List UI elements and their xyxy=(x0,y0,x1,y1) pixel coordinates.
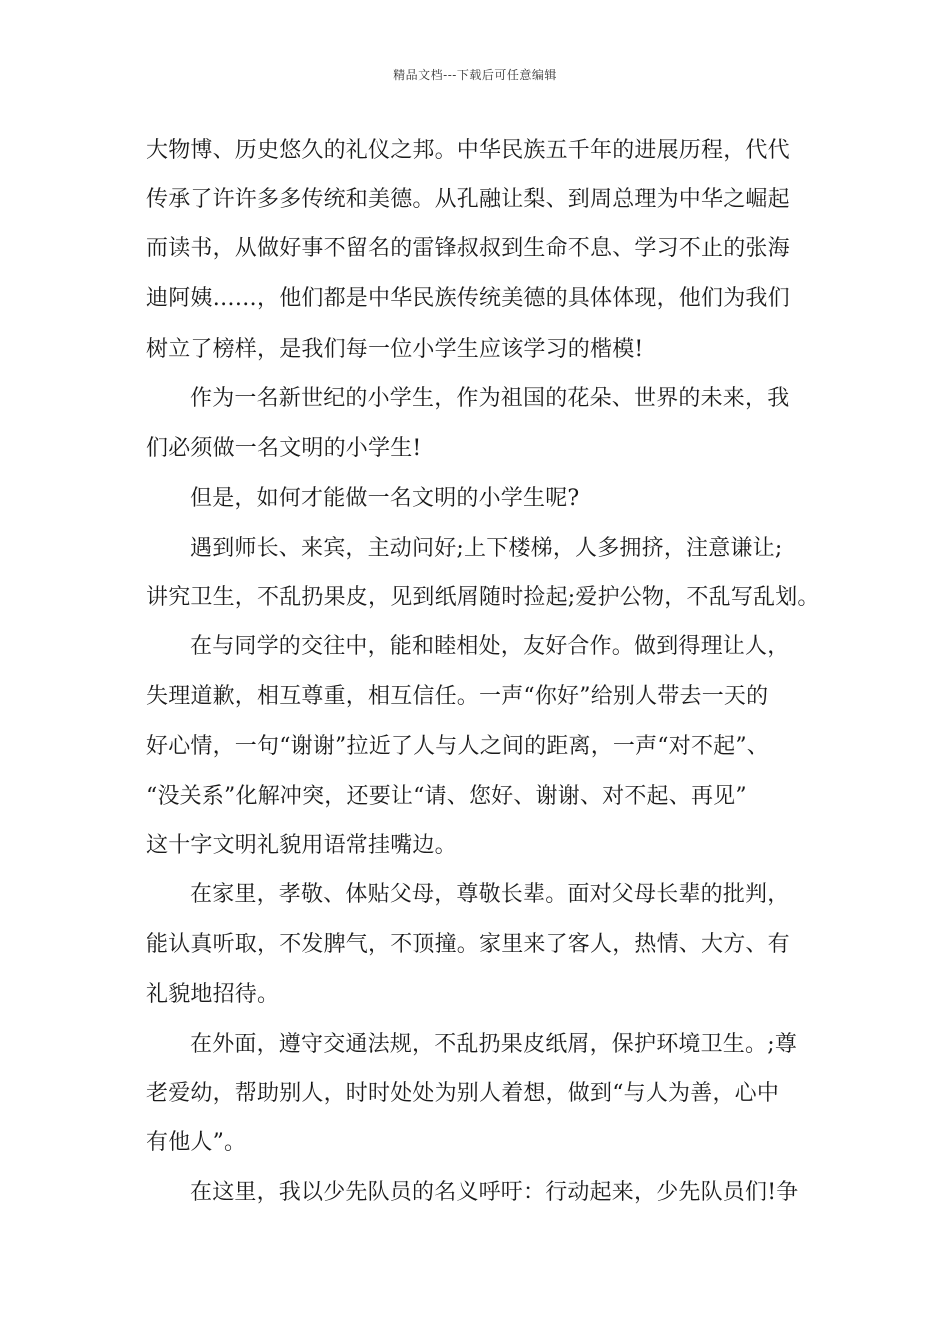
text-line: 而读书，从做好事不留名的雷锋叔叔到生命不息、学习不止的张海 xyxy=(146,236,790,261)
text-line: 大物博、历史悠久的礼仪之邦。中华民族五千年的进展历程，代代 xyxy=(146,138,790,163)
text-line: 作为一名新世纪的小学生，作为祖国的花朵、世界的未来，我 xyxy=(190,386,790,411)
text-line: 这十字文明礼貌用语常挂嘴边。 xyxy=(146,833,457,858)
text-line: 老爱幼，帮助别人，时时处处为别人着想，做到“与人为善，心中 xyxy=(146,1081,780,1106)
text-line: 讲究卫生，不乱扔果皮，见到纸屑随时捡起;爱护公物，不乱写乱划。 xyxy=(146,585,820,610)
text-line: “没关系”化解冲突，还要让“请、您好、谢谢、对不起、再见” xyxy=(146,784,747,809)
text-line: 迪阿姨……，他们都是中华民族传统美德的具体体现，他们为我们 xyxy=(146,286,790,311)
text-line: 树立了榜样，是我们每一位小学生应该学习的楷模! xyxy=(146,337,644,362)
page-header: 精品文档---下载后可任意编辑 xyxy=(393,68,557,82)
text-line: 在这里，我以少先队员的名义呼吁：行动起来，少先队员们!争 xyxy=(190,1180,799,1205)
text-line: 遇到师长、来宾，主动问好;上下楼梯，人多拥挤，注意谦让; xyxy=(190,536,783,561)
text-line: 能认真听取，不发脾气，不顶撞。家里来了客人，热情、大方、有 xyxy=(146,932,790,957)
text-line: 失理道歉，相互尊重，相互信任。一声“你好”给别人带去一天的 xyxy=(146,684,769,709)
text-line: 好心情，一句“谢谢”拉近了人与人之间的距离，一声“对不起”、 xyxy=(146,734,769,759)
text-line: 礼貌地招待。 xyxy=(146,982,280,1007)
text-line: 但是，如何才能做一名文明的小学生呢? xyxy=(190,486,580,511)
text-line: 在与同学的交往中，能和睦相处，友好合作。做到得理让人， xyxy=(190,634,790,659)
text-line: 在外面，遵守交通法规，不乱扔果皮纸屑，保护环境卫生。;尊 xyxy=(190,1032,798,1057)
text-line: 有他人”。 xyxy=(146,1130,247,1155)
text-line: 传承了许许多多传统和美德。从孔融让梨、到周总理为中华之崛起 xyxy=(146,187,790,212)
text-line: 在家里，孝敬、体贴父母，尊敬长辈。面对父母长辈的批判， xyxy=(190,882,790,907)
text-line: 们必须做一名文明的小学生! xyxy=(146,436,422,461)
